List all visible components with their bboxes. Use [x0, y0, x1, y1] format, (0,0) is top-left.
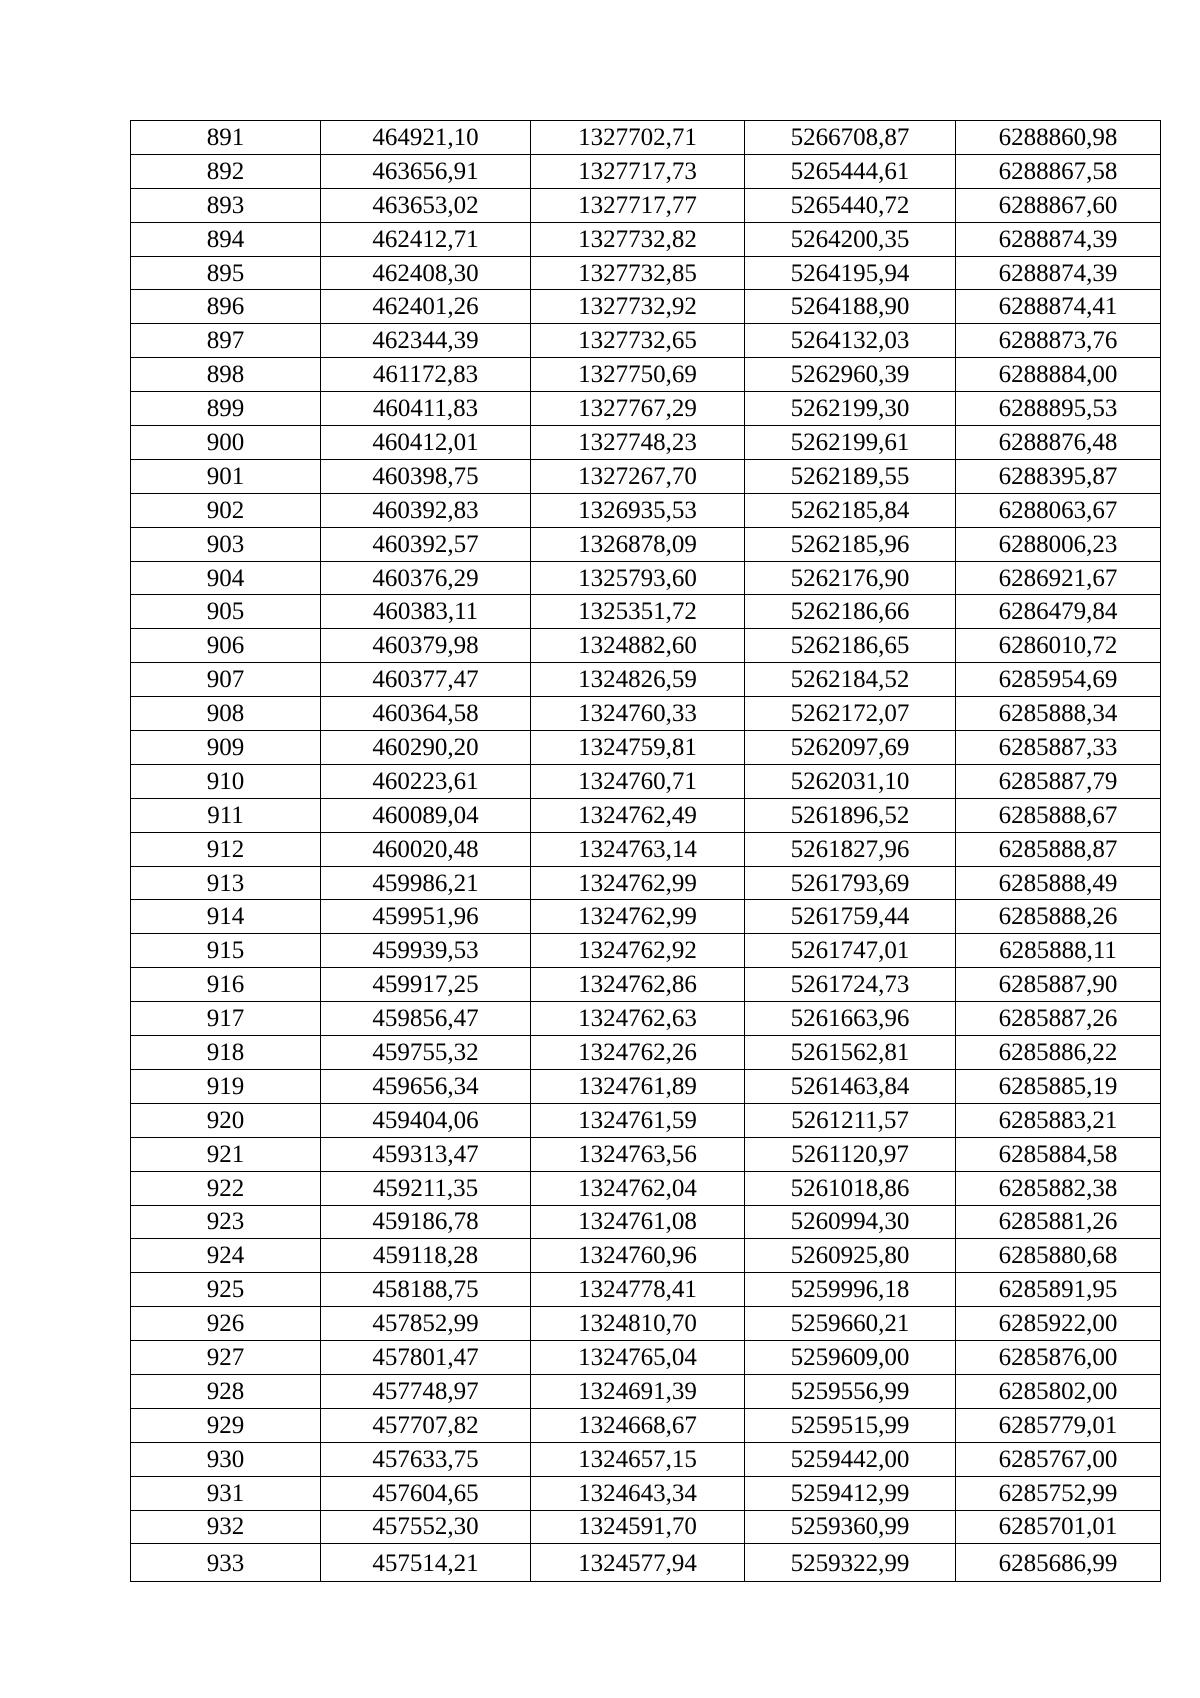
y-coordinate-cell: 1324643,34 — [531, 1476, 745, 1510]
table-row — [131, 1307, 1161, 1341]
y2-coordinate-cell: 6285887,79 — [956, 764, 1161, 798]
x2-coordinate-cell: 5264132,03 — [745, 324, 956, 358]
point-number-cell: 905 — [131, 595, 321, 629]
y2-coordinate-cell: 6288063,67 — [956, 493, 1161, 527]
x-coordinate-cell: 459656,34 — [321, 1069, 531, 1103]
table-row — [131, 1171, 1161, 1205]
point-number-cell: 891 — [131, 121, 321, 155]
point-number-cell: 899 — [131, 392, 321, 426]
point-number-cell: 904 — [131, 561, 321, 595]
x-coordinate-cell: 457801,47 — [321, 1341, 531, 1375]
x2-coordinate-cell: 5265444,61 — [745, 154, 956, 188]
x-coordinate-cell: 460392,57 — [321, 527, 531, 561]
y-coordinate-cell: 1325351,72 — [531, 595, 745, 629]
x2-coordinate-cell: 5262031,10 — [745, 764, 956, 798]
point-number-cell: 895 — [131, 256, 321, 290]
x2-coordinate-cell: 5262172,07 — [745, 697, 956, 731]
y2-coordinate-cell: 6285882,38 — [956, 1171, 1161, 1205]
y2-coordinate-cell: 6288395,87 — [956, 459, 1161, 493]
y-coordinate-cell: 1324763,56 — [531, 1137, 745, 1171]
y-coordinate-cell: 1324577,94 — [531, 1544, 745, 1582]
y-coordinate-cell: 1324826,59 — [531, 663, 745, 697]
table-row — [131, 832, 1161, 866]
y-coordinate-cell: 1326878,09 — [531, 527, 745, 561]
y2-coordinate-cell: 6288860,98 — [956, 121, 1161, 155]
table-row — [131, 934, 1161, 968]
x-coordinate-cell: 457633,75 — [321, 1442, 531, 1476]
point-number-cell: 911 — [131, 798, 321, 832]
y2-coordinate-cell: 6285888,11 — [956, 934, 1161, 968]
table-row — [131, 731, 1161, 765]
y2-coordinate-cell: 6288876,48 — [956, 426, 1161, 460]
table-row — [131, 1069, 1161, 1103]
x-coordinate-cell: 462344,39 — [321, 324, 531, 358]
table-row — [131, 900, 1161, 934]
x-coordinate-cell: 460412,01 — [321, 426, 531, 460]
x-coordinate-cell: 459856,47 — [321, 1002, 531, 1036]
x2-coordinate-cell: 5262185,96 — [745, 527, 956, 561]
x-coordinate-cell: 462401,26 — [321, 290, 531, 324]
y-coordinate-cell: 1327702,71 — [531, 121, 745, 155]
y-coordinate-cell: 1327732,65 — [531, 324, 745, 358]
point-number-cell: 924 — [131, 1239, 321, 1273]
y2-coordinate-cell: 6288006,23 — [956, 527, 1161, 561]
x-coordinate-cell: 459917,25 — [321, 968, 531, 1002]
x-coordinate-cell: 460379,98 — [321, 629, 531, 663]
y2-coordinate-cell: 6285954,69 — [956, 663, 1161, 697]
x2-coordinate-cell: 5261463,84 — [745, 1069, 956, 1103]
point-number-cell: 897 — [131, 324, 321, 358]
table-row — [131, 1273, 1161, 1307]
table-row — [131, 459, 1161, 493]
x2-coordinate-cell: 5262960,39 — [745, 358, 956, 392]
table-row — [131, 1341, 1161, 1375]
y2-coordinate-cell: 6285888,34 — [956, 697, 1161, 731]
x-coordinate-cell: 459951,96 — [321, 900, 531, 934]
x-coordinate-cell: 460377,47 — [321, 663, 531, 697]
point-number-cell: 922 — [131, 1171, 321, 1205]
point-number-cell: 920 — [131, 1103, 321, 1137]
y-coordinate-cell: 1324760,33 — [531, 697, 745, 731]
y2-coordinate-cell: 6285891,95 — [956, 1273, 1161, 1307]
x-coordinate-cell: 462408,30 — [321, 256, 531, 290]
y2-coordinate-cell: 6285886,22 — [956, 1036, 1161, 1070]
y-coordinate-cell: 1324778,41 — [531, 1273, 745, 1307]
point-number-cell: 932 — [131, 1510, 321, 1544]
y2-coordinate-cell: 6285887,90 — [956, 968, 1161, 1002]
point-number-cell: 909 — [131, 731, 321, 765]
x-coordinate-cell: 460223,61 — [321, 764, 531, 798]
point-number-cell: 931 — [131, 1476, 321, 1510]
x2-coordinate-cell: 5259360,99 — [745, 1510, 956, 1544]
table-row — [131, 1476, 1161, 1510]
table-row — [131, 1374, 1161, 1408]
y2-coordinate-cell: 6285686,99 — [956, 1544, 1161, 1582]
table-row — [131, 324, 1161, 358]
y2-coordinate-cell: 6288874,39 — [956, 256, 1161, 290]
point-number-cell: 898 — [131, 358, 321, 392]
y2-coordinate-cell: 6288867,60 — [956, 188, 1161, 222]
x2-coordinate-cell: 5261896,52 — [745, 798, 956, 832]
y2-coordinate-cell: 6288874,41 — [956, 290, 1161, 324]
table-row — [131, 629, 1161, 663]
y-coordinate-cell: 1324765,04 — [531, 1341, 745, 1375]
y2-coordinate-cell: 6285701,01 — [956, 1510, 1161, 1544]
x-coordinate-cell: 457707,82 — [321, 1408, 531, 1442]
x2-coordinate-cell: 5261211,57 — [745, 1103, 956, 1137]
x2-coordinate-cell: 5266708,87 — [745, 121, 956, 155]
y2-coordinate-cell: 6285883,21 — [956, 1103, 1161, 1137]
y2-coordinate-cell: 6288874,39 — [956, 222, 1161, 256]
x-coordinate-cell: 460364,58 — [321, 697, 531, 731]
x2-coordinate-cell: 5264195,94 — [745, 256, 956, 290]
y2-coordinate-cell: 6285802,00 — [956, 1374, 1161, 1408]
y2-coordinate-cell: 6285881,26 — [956, 1205, 1161, 1239]
x2-coordinate-cell: 5259515,99 — [745, 1408, 956, 1442]
y2-coordinate-cell: 6285888,67 — [956, 798, 1161, 832]
table-row — [131, 663, 1161, 697]
y-coordinate-cell: 1327732,85 — [531, 256, 745, 290]
x2-coordinate-cell: 5262186,66 — [745, 595, 956, 629]
point-number-cell: 910 — [131, 764, 321, 798]
y-coordinate-cell: 1324810,70 — [531, 1307, 745, 1341]
x-coordinate-cell: 457748,97 — [321, 1374, 531, 1408]
y-coordinate-cell: 1327767,29 — [531, 392, 745, 426]
y-coordinate-cell: 1327717,73 — [531, 154, 745, 188]
x2-coordinate-cell: 5261793,69 — [745, 866, 956, 900]
table-row — [131, 290, 1161, 324]
x-coordinate-cell: 460398,75 — [321, 459, 531, 493]
table-row — [131, 595, 1161, 629]
table-row — [131, 154, 1161, 188]
x-coordinate-cell: 459118,28 — [321, 1239, 531, 1273]
table-row — [131, 426, 1161, 460]
table-row — [131, 697, 1161, 731]
x2-coordinate-cell: 5259660,21 — [745, 1307, 956, 1341]
x2-coordinate-cell: 5262189,55 — [745, 459, 956, 493]
coordinates-table-body — [131, 121, 1161, 1582]
x-coordinate-cell: 459404,06 — [321, 1103, 531, 1137]
table-row — [131, 392, 1161, 426]
x2-coordinate-cell: 5262184,52 — [745, 663, 956, 697]
table-row — [131, 1239, 1161, 1273]
point-number-cell: 933 — [131, 1544, 321, 1582]
x2-coordinate-cell: 5260925,80 — [745, 1239, 956, 1273]
x-coordinate-cell: 457514,21 — [321, 1544, 531, 1582]
y-coordinate-cell: 1324759,81 — [531, 731, 745, 765]
y2-coordinate-cell: 6285885,19 — [956, 1069, 1161, 1103]
y-coordinate-cell: 1324762,26 — [531, 1036, 745, 1070]
y-coordinate-cell: 1324657,15 — [531, 1442, 745, 1476]
x2-coordinate-cell: 5261120,97 — [745, 1137, 956, 1171]
x2-coordinate-cell: 5261663,96 — [745, 1002, 956, 1036]
x-coordinate-cell: 459313,47 — [321, 1137, 531, 1171]
y2-coordinate-cell: 6285887,33 — [956, 731, 1161, 765]
table-row — [131, 561, 1161, 595]
y-coordinate-cell: 1326935,53 — [531, 493, 745, 527]
y-coordinate-cell: 1324762,92 — [531, 934, 745, 968]
x2-coordinate-cell: 5262185,84 — [745, 493, 956, 527]
table-row — [131, 358, 1161, 392]
x-coordinate-cell: 457604,65 — [321, 1476, 531, 1510]
table-row — [131, 968, 1161, 1002]
x2-coordinate-cell: 5259322,99 — [745, 1544, 956, 1582]
x-coordinate-cell: 459186,78 — [321, 1205, 531, 1239]
table-row — [131, 1103, 1161, 1137]
point-number-cell: 925 — [131, 1273, 321, 1307]
x2-coordinate-cell: 5261759,44 — [745, 900, 956, 934]
x2-coordinate-cell: 5264188,90 — [745, 290, 956, 324]
y-coordinate-cell: 1324591,70 — [531, 1510, 745, 1544]
y-coordinate-cell: 1324760,96 — [531, 1239, 745, 1273]
x-coordinate-cell: 460020,48 — [321, 832, 531, 866]
point-number-cell: 916 — [131, 968, 321, 1002]
point-number-cell: 929 — [131, 1408, 321, 1442]
x2-coordinate-cell: 5259556,99 — [745, 1374, 956, 1408]
x-coordinate-cell: 462412,71 — [321, 222, 531, 256]
point-number-cell: 927 — [131, 1341, 321, 1375]
point-number-cell: 923 — [131, 1205, 321, 1239]
x2-coordinate-cell: 5259442,00 — [745, 1442, 956, 1476]
table-row — [131, 1137, 1161, 1171]
y2-coordinate-cell: 6288867,58 — [956, 154, 1161, 188]
y-coordinate-cell: 1324761,59 — [531, 1103, 745, 1137]
y2-coordinate-cell: 6285752,99 — [956, 1476, 1161, 1510]
x-coordinate-cell: 461172,83 — [321, 358, 531, 392]
x2-coordinate-cell: 5262199,61 — [745, 426, 956, 460]
table-row — [131, 256, 1161, 290]
x-coordinate-cell: 457852,99 — [321, 1307, 531, 1341]
table-row — [131, 1544, 1161, 1582]
y2-coordinate-cell: 6286921,67 — [956, 561, 1161, 595]
y-coordinate-cell: 1324668,67 — [531, 1408, 745, 1442]
y-coordinate-cell: 1327750,69 — [531, 358, 745, 392]
y-coordinate-cell: 1327732,82 — [531, 222, 745, 256]
x2-coordinate-cell: 5261827,96 — [745, 832, 956, 866]
x-coordinate-cell: 459986,21 — [321, 866, 531, 900]
point-number-cell: 915 — [131, 934, 321, 968]
y-coordinate-cell: 1327748,23 — [531, 426, 745, 460]
point-number-cell: 903 — [131, 527, 321, 561]
x2-coordinate-cell: 5261724,73 — [745, 968, 956, 1002]
point-number-cell: 930 — [131, 1442, 321, 1476]
x-coordinate-cell: 464921,10 — [321, 121, 531, 155]
x2-coordinate-cell: 5261018,86 — [745, 1171, 956, 1205]
x-coordinate-cell: 459939,53 — [321, 934, 531, 968]
point-number-cell: 900 — [131, 426, 321, 460]
table-row — [131, 1036, 1161, 1070]
y2-coordinate-cell: 6285767,00 — [956, 1442, 1161, 1476]
y-coordinate-cell: 1327732,92 — [531, 290, 745, 324]
y-coordinate-cell: 1324691,39 — [531, 1374, 745, 1408]
point-number-cell: 902 — [131, 493, 321, 527]
point-number-cell: 914 — [131, 900, 321, 934]
table-row — [131, 121, 1161, 155]
y2-coordinate-cell: 6288895,53 — [956, 392, 1161, 426]
y2-coordinate-cell: 6285888,49 — [956, 866, 1161, 900]
table-row — [131, 1205, 1161, 1239]
point-number-cell: 894 — [131, 222, 321, 256]
point-number-cell: 908 — [131, 697, 321, 731]
coordinates-table — [130, 120, 1161, 1582]
y-coordinate-cell: 1324761,08 — [531, 1205, 745, 1239]
y-coordinate-cell: 1324761,89 — [531, 1069, 745, 1103]
x-coordinate-cell: 459755,32 — [321, 1036, 531, 1070]
table-row — [131, 1002, 1161, 1036]
y2-coordinate-cell: 6285888,87 — [956, 832, 1161, 866]
point-number-cell: 913 — [131, 866, 321, 900]
y2-coordinate-cell: 6285880,68 — [956, 1239, 1161, 1273]
point-number-cell: 906 — [131, 629, 321, 663]
x2-coordinate-cell: 5259996,18 — [745, 1273, 956, 1307]
x2-coordinate-cell: 5262199,30 — [745, 392, 956, 426]
y2-coordinate-cell: 6285922,00 — [956, 1307, 1161, 1341]
y2-coordinate-cell: 6285884,58 — [956, 1137, 1161, 1171]
y-coordinate-cell: 1327717,77 — [531, 188, 745, 222]
y2-coordinate-cell: 6286010,72 — [956, 629, 1161, 663]
x-coordinate-cell: 463653,02 — [321, 188, 531, 222]
y-coordinate-cell: 1324762,63 — [531, 1002, 745, 1036]
table-row — [131, 222, 1161, 256]
x2-coordinate-cell: 5265440,72 — [745, 188, 956, 222]
x2-coordinate-cell: 5262176,90 — [745, 561, 956, 595]
y2-coordinate-cell: 6285888,26 — [956, 900, 1161, 934]
y-coordinate-cell: 1324762,04 — [531, 1171, 745, 1205]
y-coordinate-cell: 1324762,99 — [531, 900, 745, 934]
x-coordinate-cell: 460392,83 — [321, 493, 531, 527]
x-coordinate-cell: 460089,04 — [321, 798, 531, 832]
x2-coordinate-cell: 5259412,99 — [745, 1476, 956, 1510]
point-number-cell: 921 — [131, 1137, 321, 1171]
point-number-cell: 917 — [131, 1002, 321, 1036]
x2-coordinate-cell: 5264200,35 — [745, 222, 956, 256]
x-coordinate-cell: 460411,83 — [321, 392, 531, 426]
point-number-cell: 893 — [131, 188, 321, 222]
y2-coordinate-cell: 6286479,84 — [956, 595, 1161, 629]
point-number-cell: 926 — [131, 1307, 321, 1341]
y2-coordinate-cell: 6288884,00 — [956, 358, 1161, 392]
x-coordinate-cell: 458188,75 — [321, 1273, 531, 1307]
y-coordinate-cell: 1324762,49 — [531, 798, 745, 832]
y2-coordinate-cell: 6285887,26 — [956, 1002, 1161, 1036]
x2-coordinate-cell: 5261562,81 — [745, 1036, 956, 1070]
x2-coordinate-cell: 5262186,65 — [745, 629, 956, 663]
point-number-cell: 892 — [131, 154, 321, 188]
point-number-cell: 919 — [131, 1069, 321, 1103]
table-row — [131, 764, 1161, 798]
point-number-cell: 928 — [131, 1374, 321, 1408]
point-number-cell: 901 — [131, 459, 321, 493]
table-row — [131, 527, 1161, 561]
y2-coordinate-cell: 6288873,76 — [956, 324, 1161, 358]
table-row — [131, 1510, 1161, 1544]
x2-coordinate-cell: 5259609,00 — [745, 1341, 956, 1375]
y-coordinate-cell: 1324760,71 — [531, 764, 745, 798]
x2-coordinate-cell: 5260994,30 — [745, 1205, 956, 1239]
x-coordinate-cell: 459211,35 — [321, 1171, 531, 1205]
point-number-cell: 912 — [131, 832, 321, 866]
y-coordinate-cell: 1325793,60 — [531, 561, 745, 595]
y-coordinate-cell: 1324763,14 — [531, 832, 745, 866]
x2-coordinate-cell: 5262097,69 — [745, 731, 956, 765]
x-coordinate-cell: 463656,91 — [321, 154, 531, 188]
y-coordinate-cell: 1327267,70 — [531, 459, 745, 493]
table-row — [131, 866, 1161, 900]
point-number-cell: 896 — [131, 290, 321, 324]
x-coordinate-cell: 457552,30 — [321, 1510, 531, 1544]
y2-coordinate-cell: 6285876,00 — [956, 1341, 1161, 1375]
point-number-cell: 918 — [131, 1036, 321, 1070]
table-row — [131, 1442, 1161, 1476]
table-row — [131, 493, 1161, 527]
x-coordinate-cell: 460290,20 — [321, 731, 531, 765]
y-coordinate-cell: 1324882,60 — [531, 629, 745, 663]
table-row — [131, 798, 1161, 832]
point-number-cell: 907 — [131, 663, 321, 697]
y2-coordinate-cell: 6285779,01 — [956, 1408, 1161, 1442]
x2-coordinate-cell: 5261747,01 — [745, 934, 956, 968]
table-row — [131, 1408, 1161, 1442]
x-coordinate-cell: 460383,11 — [321, 595, 531, 629]
y-coordinate-cell: 1324762,99 — [531, 866, 745, 900]
table-row — [131, 188, 1161, 222]
y-coordinate-cell: 1324762,86 — [531, 968, 745, 1002]
x-coordinate-cell: 460376,29 — [321, 561, 531, 595]
